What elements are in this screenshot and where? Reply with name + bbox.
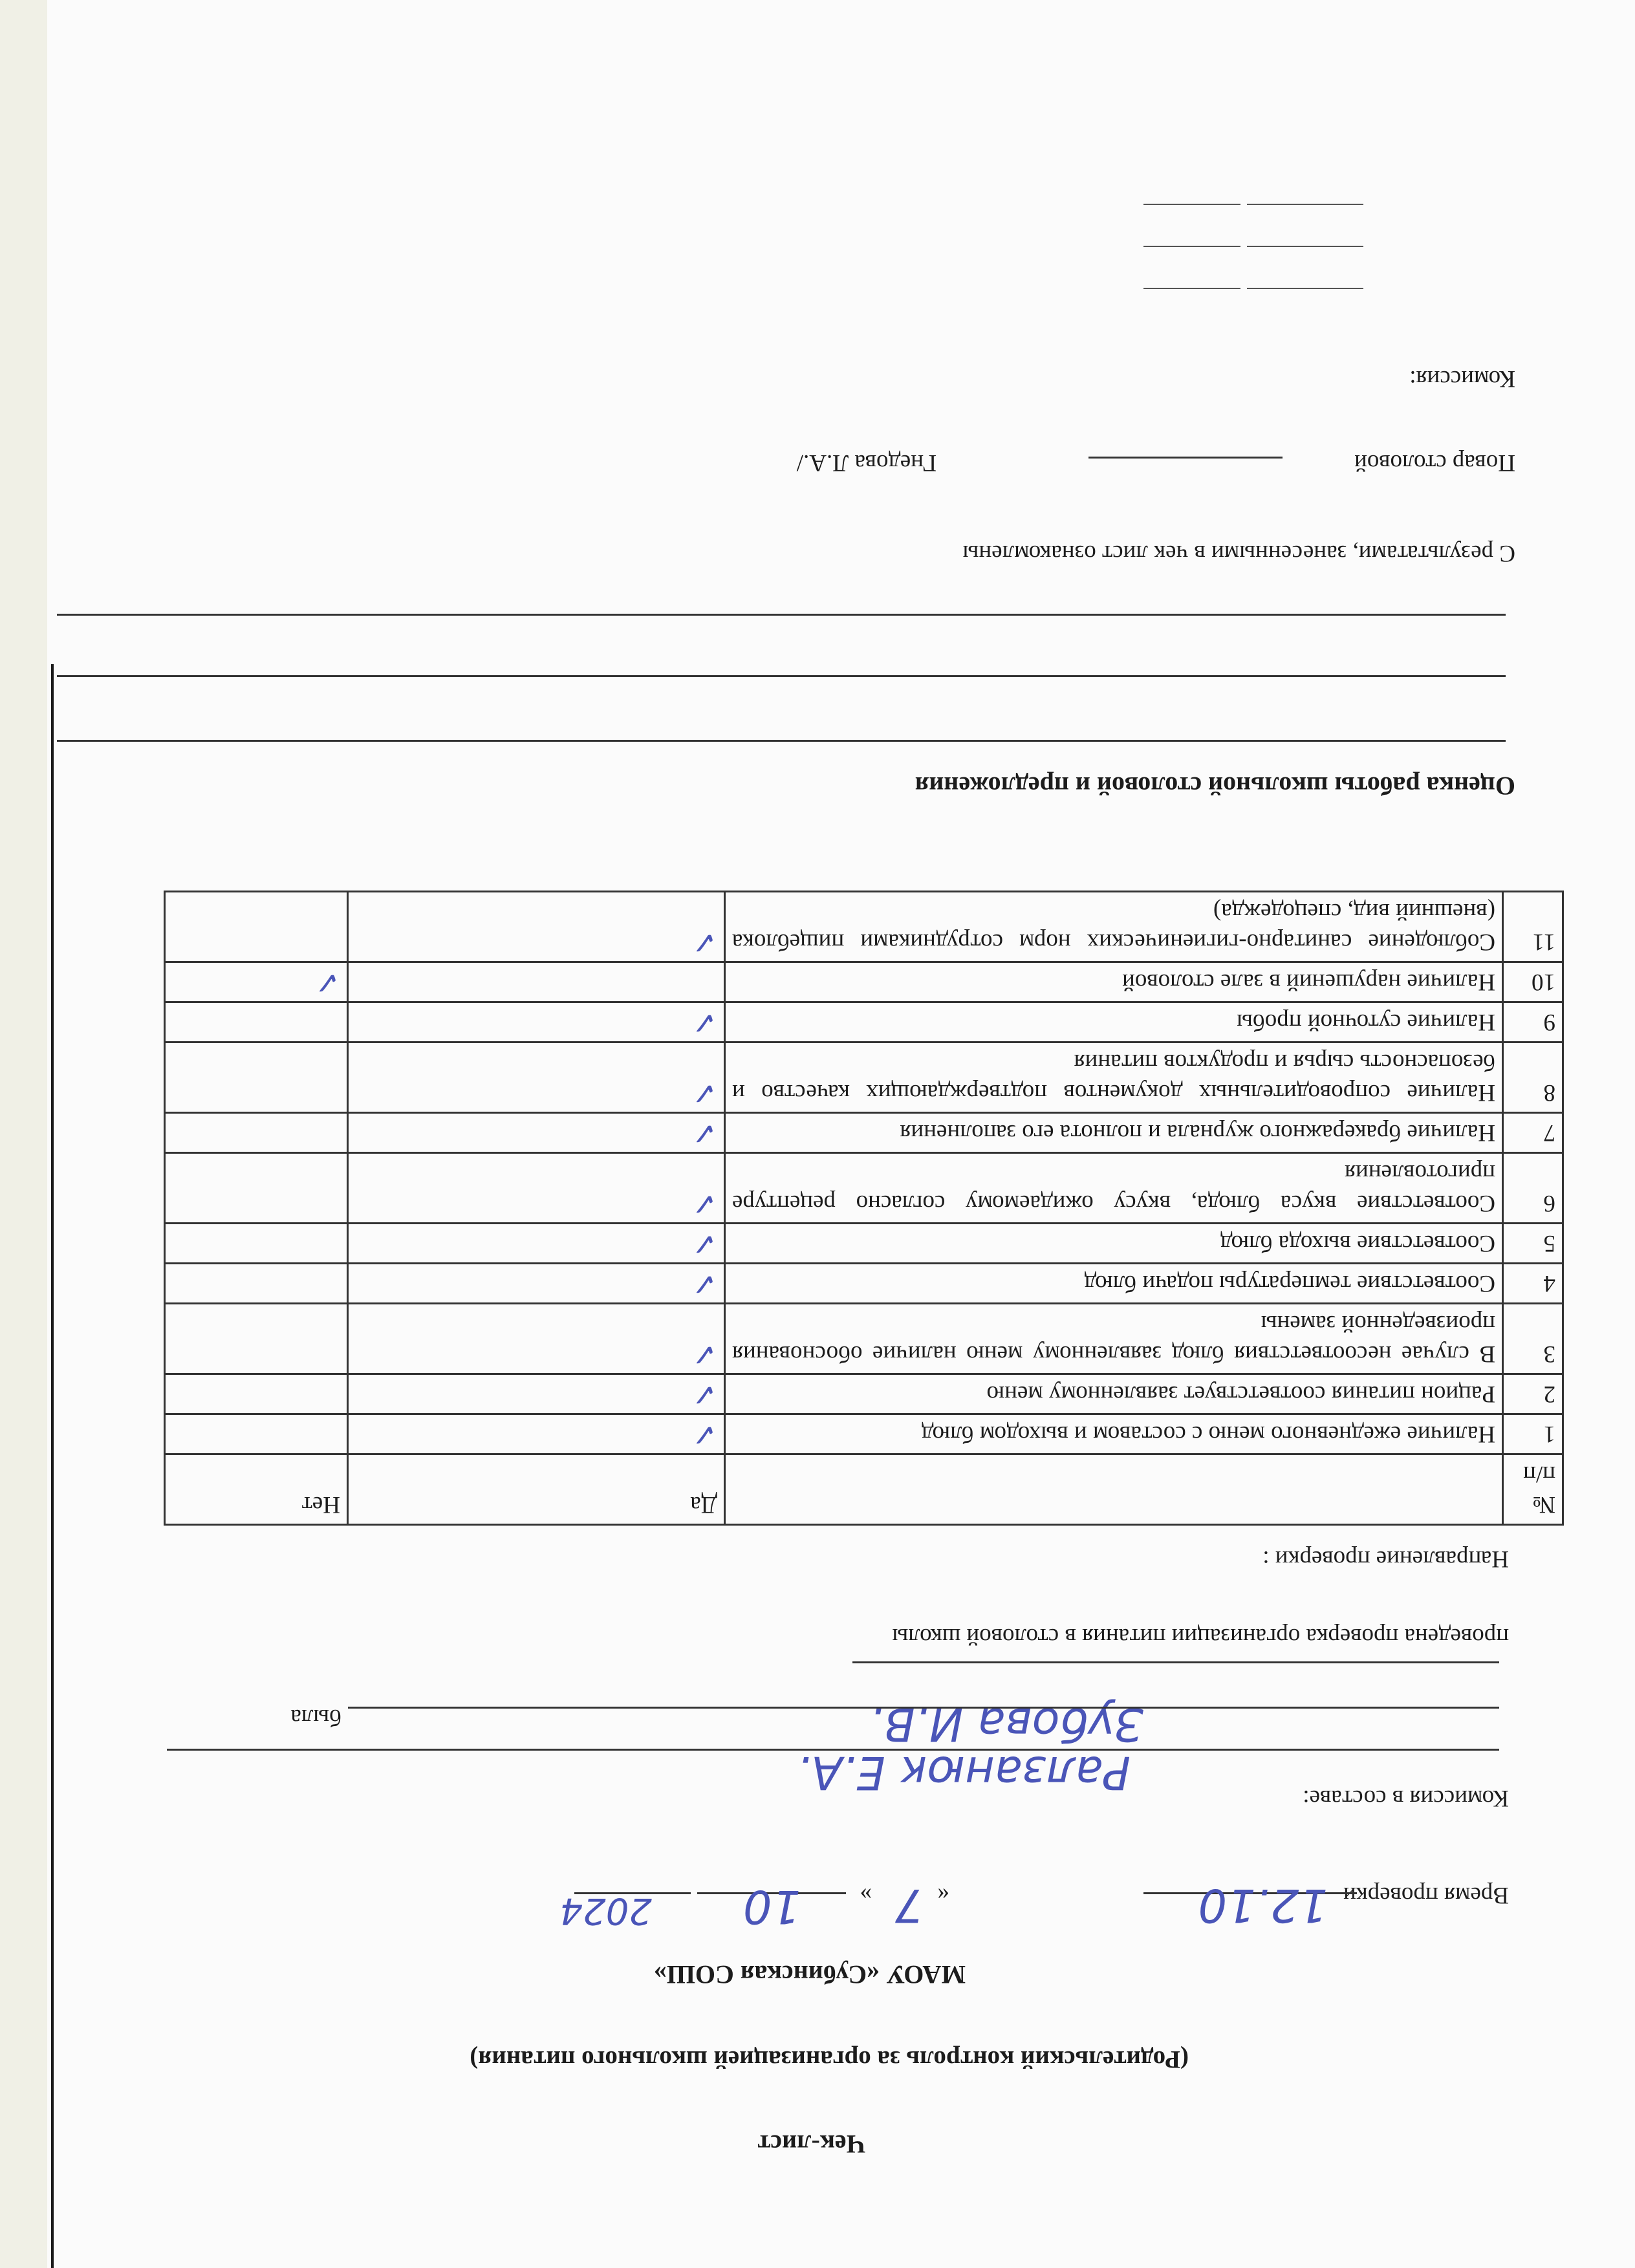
row-num: 3 (1503, 1304, 1563, 1374)
row-direction: В случае несоответствия блюд заявленному меню наличие обоснования произведенной замены (725, 1304, 1503, 1374)
row-direction: Наличие ежедневного меню с составом и выходом блюд (725, 1414, 1503, 1454)
assessment-title: Оценка работы школьной столовой и предложения (915, 772, 1515, 801)
row-direction: Рацион питания соответствует заявленному меню (725, 1374, 1503, 1414)
table-row (165, 1264, 1563, 1304)
table-header-row (165, 1454, 1563, 1525)
row-num: 4 (1503, 1264, 1563, 1304)
row-num: 6 (1503, 1153, 1563, 1224)
row-num: 2 (1503, 1374, 1563, 1414)
cook-label: Повар столовой (1354, 449, 1515, 476)
sign-line-b1 (1247, 246, 1363, 247)
row-yes-mark: ✓ (348, 1304, 725, 1374)
check-time-value: 12.10 (1198, 1879, 1328, 1932)
table-row (165, 1113, 1563, 1153)
row-direction: Наличие сопроводительных документов подтверждающих качество и безопасность сырья и продуктов питания (725, 1042, 1503, 1113)
row-yes-mark: ✓ (348, 1042, 725, 1113)
date-day: 7 (894, 1879, 924, 1932)
sign-line-a1 (1247, 288, 1363, 289)
row-no-mark (165, 1113, 348, 1153)
date-close-quote: » (860, 1882, 872, 1908)
row-no-mark (165, 1042, 348, 1113)
row-no-mark (165, 1264, 348, 1304)
row-yes-mark: ✓ (348, 1374, 725, 1414)
row-num: 9 (1503, 1002, 1563, 1042)
row-no-mark (165, 1002, 348, 1042)
page-title: Чек-лист (757, 2130, 865, 2159)
direction-label: Направление проверки : (1262, 1546, 1509, 1572)
commission-line-3 (852, 1661, 1499, 1663)
row-yes-mark: ✓ (348, 1113, 725, 1153)
table-row (165, 1153, 1563, 1224)
row-num: 10 (1503, 962, 1563, 1002)
row-direction: Наличие нарушений в зале столовой (725, 962, 1503, 1002)
page-subtitle: (Родительский контроль за организацией школьного питания) (470, 2046, 1189, 2073)
row-num: 5 (1503, 1224, 1563, 1264)
row-no-mark (165, 892, 348, 962)
row-no-mark (165, 1224, 348, 1264)
date-open-quote: « (937, 1882, 949, 1908)
commission-label: Комиссия в составе: (1303, 1785, 1509, 1811)
row-direction: Соответствие вкуса блюда, вкусу ожидаемому согласно рецептуре приготовления (725, 1153, 1503, 1224)
date-month: 10 (742, 1880, 801, 1933)
row-no-mark (165, 1374, 348, 1414)
header-no: Нет (165, 1454, 348, 1525)
assessment-line-1 (57, 740, 1506, 742)
scan-edge-strip (0, 0, 47, 2268)
row-num: 11 (1503, 892, 1563, 962)
commission-sign-label: Комиссия: (1409, 365, 1515, 392)
date-year: 2024 (559, 1890, 652, 1932)
row-direction: Наличие бракеражного журнала и полнота его заполнения (725, 1113, 1503, 1153)
check-time-label: Время проверки (1343, 1882, 1509, 1908)
header-num: № п/п (1503, 1454, 1563, 1525)
sign-line-c2 (1143, 204, 1240, 205)
row-no-mark (165, 1153, 348, 1224)
commission-member-2: Зубова И.В. (869, 1698, 1143, 1751)
table-row (165, 1224, 1563, 1264)
table-row (165, 1304, 1563, 1374)
table-row (165, 1002, 1563, 1042)
row-no-mark: ✓ (165, 962, 348, 1002)
row-direction: Соблюдение санитарно-гигиенических норм сотрудниками пищеблока (внешний вид, спецодежда) (725, 892, 1503, 962)
school-name: МАОУ «Субинская СОШ» (653, 1960, 966, 1989)
scan-edge-line (51, 664, 54, 2268)
row-yes-mark: ✓ (348, 1414, 725, 1454)
assessment-line-2 (57, 675, 1506, 677)
sign-line-b2 (1143, 246, 1240, 247)
assessment-line-3 (57, 614, 1506, 616)
row-num: 8 (1503, 1042, 1563, 1113)
row-no-mark (165, 1414, 348, 1454)
acquainted-text: С результатами, занесенными в чек лист ознакомлены (962, 540, 1515, 567)
row-direction: Соответствие температуры подачи блюд (725, 1264, 1503, 1304)
sign-line-a2 (1143, 288, 1240, 289)
table-row (165, 1414, 1563, 1454)
cook-name: Гнедова Л.А./ (796, 449, 937, 476)
commission-line-2 (348, 1707, 1499, 1709)
checklist-table (164, 891, 1564, 1526)
row-no-mark (165, 1304, 348, 1374)
row-yes-mark (348, 962, 725, 1002)
cook-sign-line (1088, 457, 1283, 459)
row-yes-mark: ✓ (348, 1224, 725, 1264)
row-num: 7 (1503, 1113, 1563, 1153)
row-num: 1 (1503, 1414, 1563, 1454)
was-word: была (290, 1704, 341, 1731)
table-row (165, 1374, 1563, 1414)
row-yes-mark: ✓ (348, 892, 725, 962)
row-yes-mark: ✓ (348, 1002, 725, 1042)
table-row (165, 1042, 1563, 1113)
row-yes-mark: ✓ (348, 1153, 725, 1224)
commission-member-1: Ралзанюк Е.А. (797, 1746, 1131, 1799)
row-yes-mark: ✓ (348, 1264, 725, 1304)
row-direction: Соответствие выхода блюд (725, 1224, 1503, 1264)
row-direction: Наличие суточной пробы (725, 1002, 1503, 1042)
table-row (165, 962, 1563, 1002)
header-direction (725, 1454, 1503, 1525)
header-yes: Да (348, 1454, 725, 1525)
conducted-text: проведена проверка организации питания в столовой школы (892, 1623, 1509, 1650)
table-row (165, 892, 1563, 962)
sign-line-c1 (1247, 204, 1363, 205)
commission-line-1 (167, 1749, 1499, 1751)
